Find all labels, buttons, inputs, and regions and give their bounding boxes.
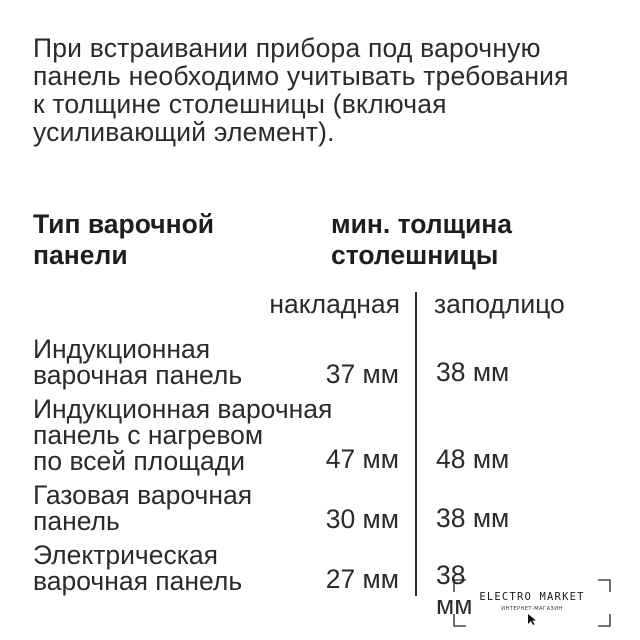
watermark-frame [452, 578, 612, 628]
electro-market-watermark [452, 578, 612, 628]
cursor-icon [528, 614, 536, 625]
value-flush-induction: 38 мм [436, 357, 510, 387]
column-header-min-thickness: мин. толщина столешницы [331, 209, 513, 270]
value-flush-induction-full-area: 48 мм [436, 444, 510, 474]
row-name-gas: Газовая варочная панель [33, 480, 253, 536]
value-flush-gas: 38 мм [436, 503, 510, 533]
value-overlay-electric: 27 мм [325, 564, 399, 594]
value-overlay-gas: 30 мм [325, 504, 399, 534]
row-name-induction: Индукционная варочная панель [33, 334, 243, 390]
row-name-induction-full-area: Индукционная варочная панель с нагревом по всей площади [33, 394, 333, 476]
column-divider [415, 292, 417, 596]
watermark-title: ELECTRO MARKET [479, 591, 585, 603]
value-overlay-induction-full-area: 47 мм [325, 444, 399, 474]
subheader-flush: заподлицо [434, 289, 565, 319]
subheader-overlay: накладная [269, 289, 400, 319]
watermark-subtitle: ИНТЕРНЕТ-МАГАЗИН [501, 606, 563, 612]
row-name-electric: Электрическая варочная панель [33, 540, 243, 596]
column-header-type: Тип варочной панели [33, 209, 215, 270]
value-flush-electric: 38 мм [436, 560, 473, 620]
value-overlay-induction: 37 мм [325, 359, 399, 389]
intro-paragraph: При встраивании прибора под варочную панель необходимо учитывать требования к толщине столешницы (включая усиливающий элемент). [33, 33, 569, 147]
